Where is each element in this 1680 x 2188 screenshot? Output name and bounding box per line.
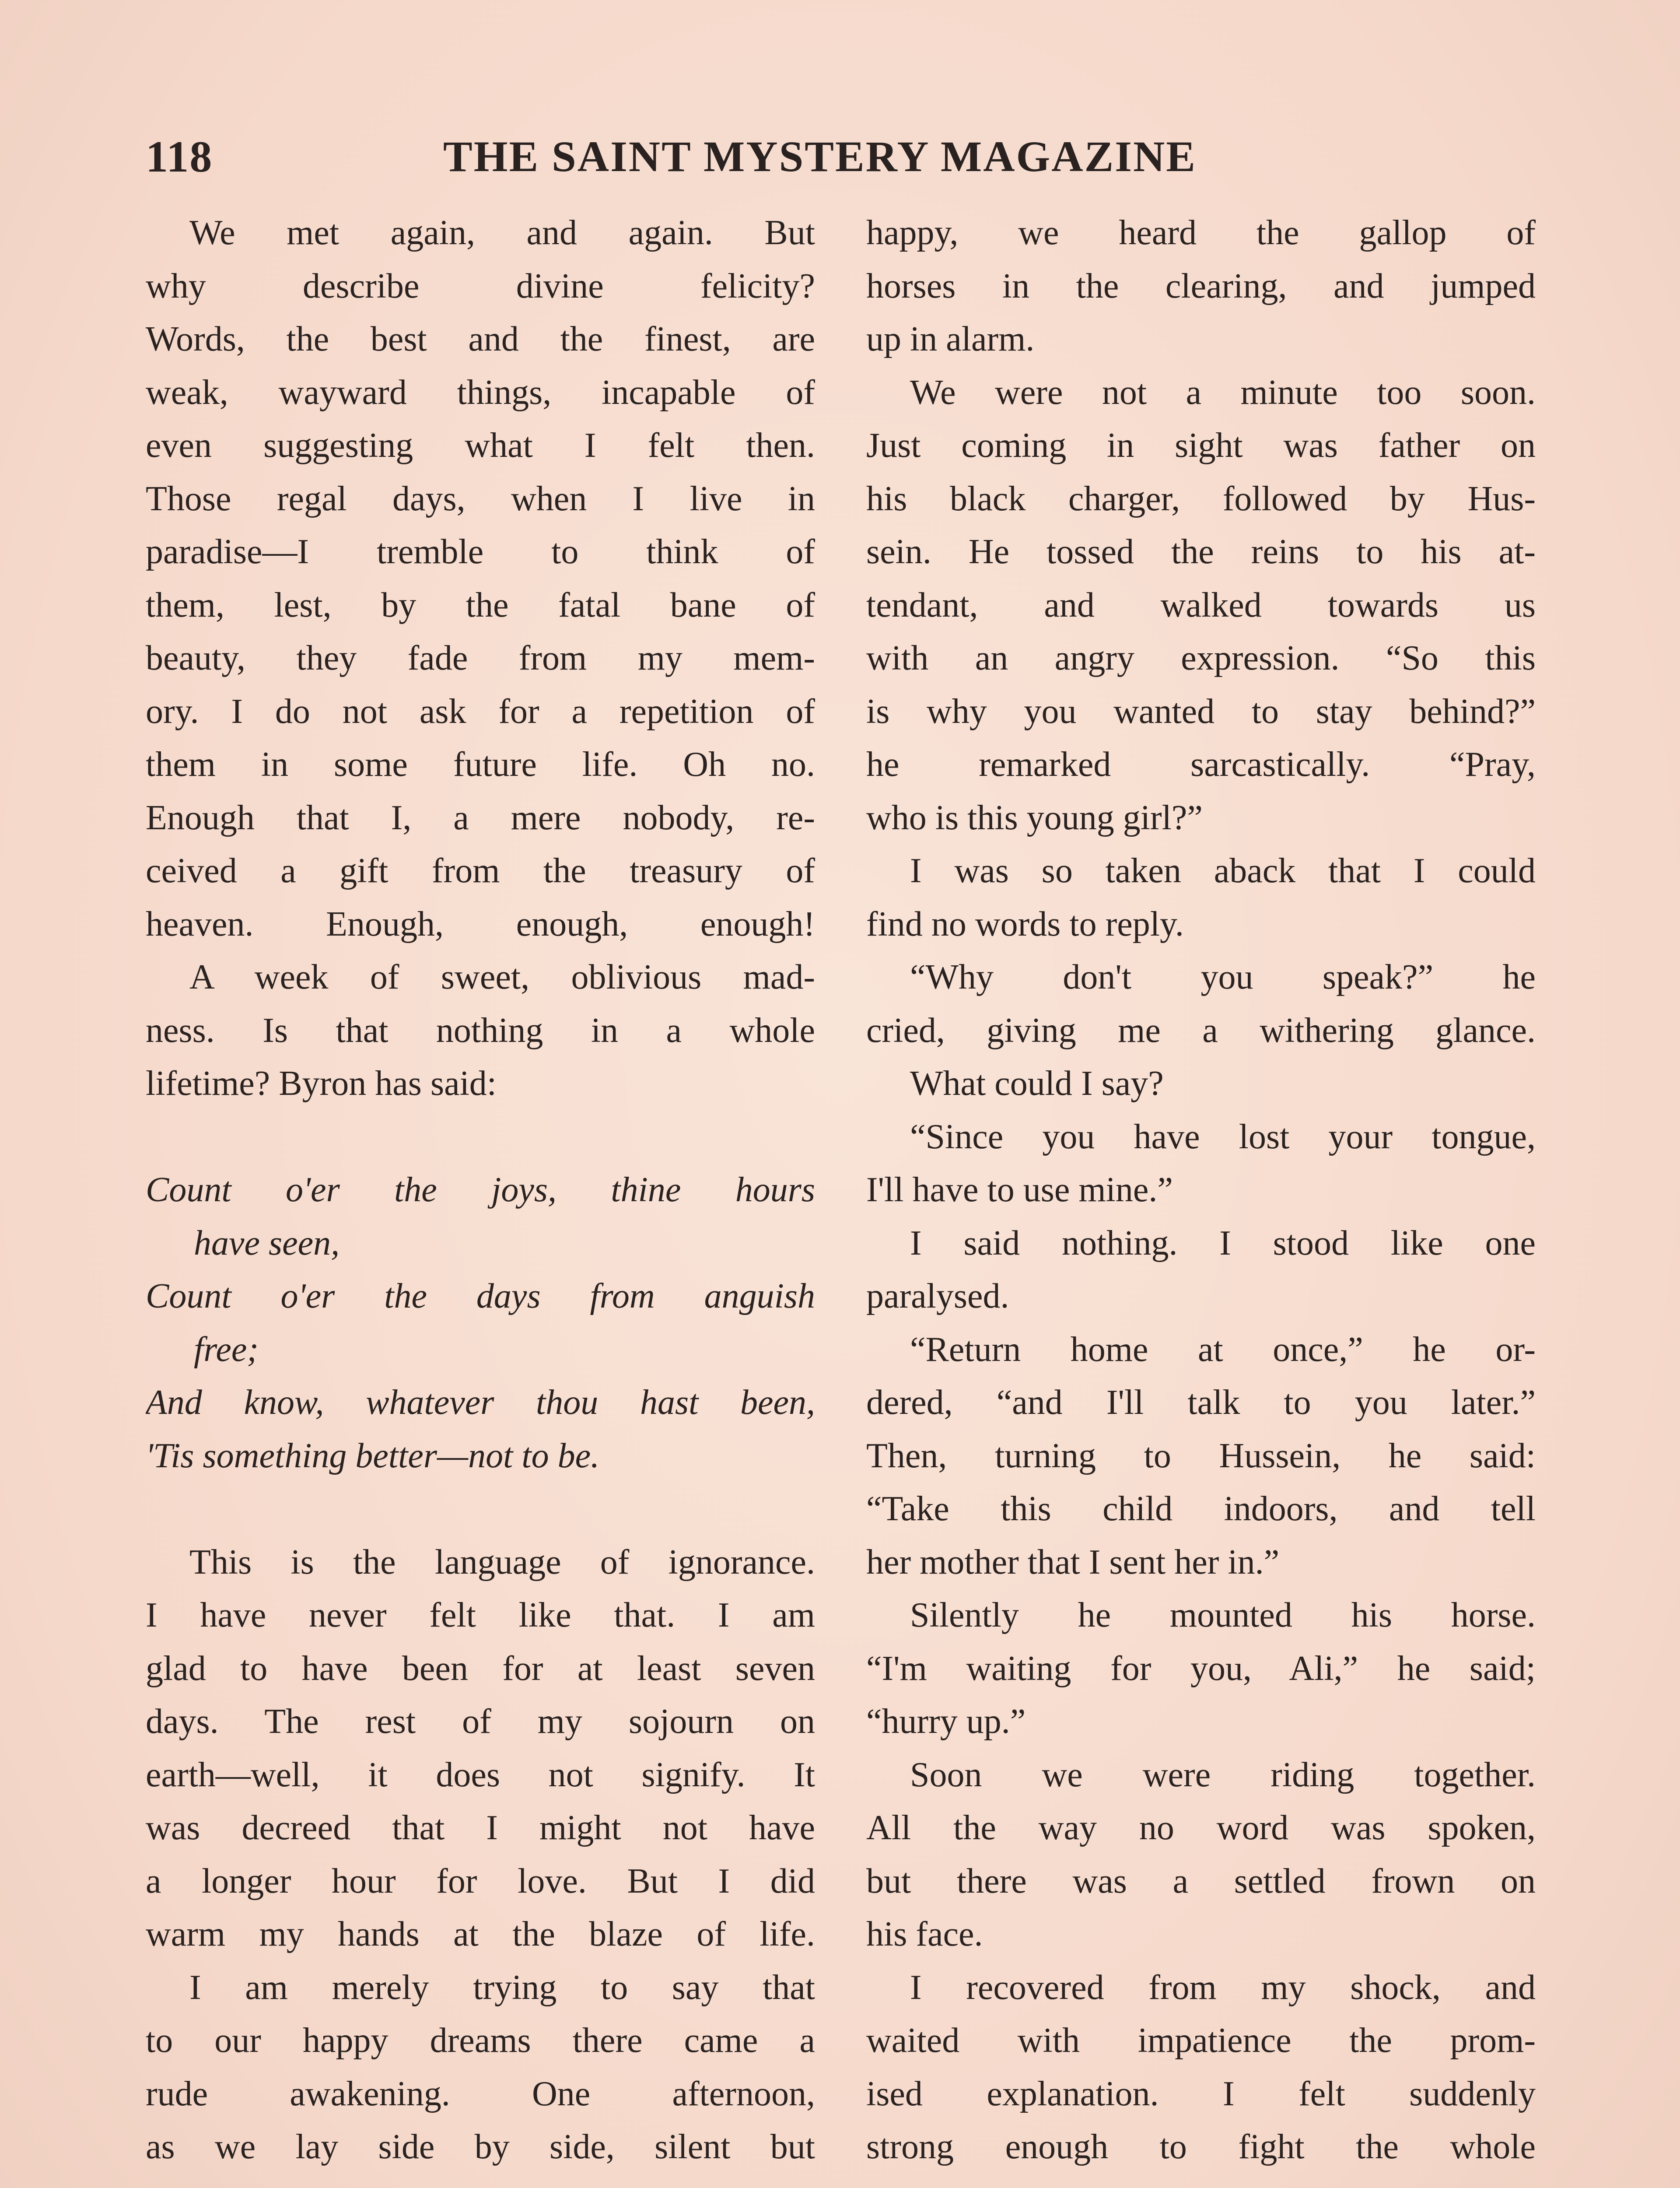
text-line: who is this young girl?”	[866, 798, 1203, 837]
text-line: “Why don't you speak?” he	[910, 958, 1536, 996]
text-line: happy, we heard the gallop of	[866, 214, 1536, 252]
magazine-title: THE SAINT MYSTERY MAGAZINE	[443, 132, 1197, 181]
text-line: his black charger, followed by Hus-	[866, 479, 1536, 518]
text-line: waited with impatience the prom-	[866, 2021, 1536, 2060]
text-line: beauty, they fade from my mem-	[146, 639, 815, 677]
text-line: up in alarm.	[866, 320, 1035, 358]
text-line: ised explanation. I felt suddenly	[866, 2074, 1536, 2113]
text-line: sein. He tossed the reins to his at-	[866, 533, 1536, 571]
blank-line	[146, 1111, 815, 1164]
text-line: “I'm waiting for you, Ali,” he said;	[866, 1649, 1536, 1688]
text-line: Silently he mounted his horse.	[910, 1596, 1536, 1634]
text-line: glad to have been for at least seven	[146, 1649, 815, 1688]
text-line: his face.	[866, 1915, 983, 1953]
text-line: “hurry up.”	[866, 1702, 1026, 1741]
page-header	[146, 131, 1546, 197]
text-line: “Return home at once,” he or-	[910, 1330, 1536, 1369]
text-line: “Since you have lost your tongue,	[910, 1117, 1536, 1156]
text-line: weak, wayward things, incapable of	[146, 373, 815, 412]
text-line: cried, giving me a withering glance.	[866, 1011, 1536, 1050]
blank-line	[146, 1483, 815, 1536]
text-line: Then, turning to Hussein, he said:	[866, 1436, 1536, 1475]
page-number: 118	[146, 132, 213, 182]
text-line: find no words to reply.	[866, 905, 1184, 943]
text-line: why describe divine felicity?	[146, 266, 815, 305]
text-line: ceived a gift from the treasury of	[146, 852, 815, 890]
text-line: I said nothing. I stood like one	[910, 1224, 1536, 1262]
text-line: ness. Is that nothing in a whole	[146, 1011, 815, 1050]
text-line: lifetime? Byron has said:	[146, 1064, 497, 1103]
verse-line: have seen,	[194, 1224, 340, 1262]
text-line: dered, “and I'll talk to you later.”	[866, 1383, 1536, 1422]
text-line: Soon we were riding together.	[910, 1755, 1536, 1794]
verse-line: And know, whatever thou hast been,	[146, 1383, 815, 1422]
text-line: I recovered from my shock, and	[910, 1968, 1536, 2007]
text-line: horses in the clearing, and jumped	[866, 266, 1536, 305]
left-column	[146, 207, 815, 2174]
text-line: A week of sweet, oblivious mad-	[189, 958, 815, 996]
text-line: I'll have to use mine.”	[866, 1171, 1173, 1209]
text-line: paralysed.	[866, 1277, 1009, 1315]
text-line: heaven. Enough, enough, enough!	[146, 905, 815, 943]
text-line: I was so taken aback that I could	[910, 852, 1536, 890]
text-line: is why you wanted to stay behind?”	[866, 692, 1536, 731]
text-line: Just coming in sight was father on	[866, 426, 1536, 465]
text-line: her mother that I sent her in.”	[866, 1543, 1280, 1581]
text-line: even suggesting what I felt then.	[146, 426, 815, 465]
text-line: them in some future life. Oh no.	[146, 745, 815, 784]
text-line: What could I say?	[910, 1064, 1164, 1103]
text-line: days. The rest of my sojourn on	[146, 1702, 815, 1741]
verse-line: free;	[194, 1330, 259, 1369]
text-line: was decreed that I might not have	[146, 1809, 815, 1847]
text-line: Words, the best and the finest, are	[146, 320, 815, 358]
text-line: All the way no word was spoken,	[866, 1809, 1536, 1847]
text-line: ory. I do not ask for a repetition of	[146, 692, 815, 731]
text-line: as we lay side by side, silent but	[146, 2128, 815, 2166]
text-line: We were not a minute too soon.	[910, 373, 1536, 412]
text-line: a longer hour for love. But I did	[146, 1862, 815, 1900]
text-line: warm my hands at the blaze of life.	[146, 1915, 815, 1953]
text-line: “Take this child indoors, and tell	[866, 1490, 1536, 1528]
text-line: rude awakening. One afternoon,	[146, 2074, 815, 2113]
text-line: but there was a settled frown on	[866, 1862, 1536, 1900]
text-line: Those regal days, when I live in	[146, 479, 815, 518]
text-line: he remarked sarcastically. “Pray,	[866, 745, 1536, 784]
text-line: them, lest, by the fatal bane of	[146, 586, 815, 624]
right-column	[866, 207, 1536, 2174]
text-line: paradise—I tremble to think of	[146, 533, 815, 571]
verse-line: Count o'er the days from anguish	[146, 1277, 815, 1315]
text-line: This is the language of ignorance.	[189, 1543, 815, 1581]
text-line: strong enough to fight the whole	[866, 2128, 1536, 2166]
text-line: Enough that I, a mere nobody, re-	[146, 798, 815, 837]
text-line: I have never felt like that. I am	[146, 1596, 815, 1634]
verse-line: 'Tis something better—not to be.	[146, 1436, 600, 1475]
text-line: with an angry expression. “So this	[866, 639, 1536, 677]
text-line: I am merely trying to say that	[189, 1968, 815, 2007]
text-line: tendant, and walked towards us	[866, 586, 1536, 624]
verse-line: Count o'er the joys, thine hours	[146, 1171, 815, 1209]
text-line: earth—well, it does not signify. It	[146, 1755, 815, 1794]
text-line: We met again, and again. But	[189, 214, 815, 252]
text-line: to our happy dreams there came a	[146, 2021, 815, 2060]
